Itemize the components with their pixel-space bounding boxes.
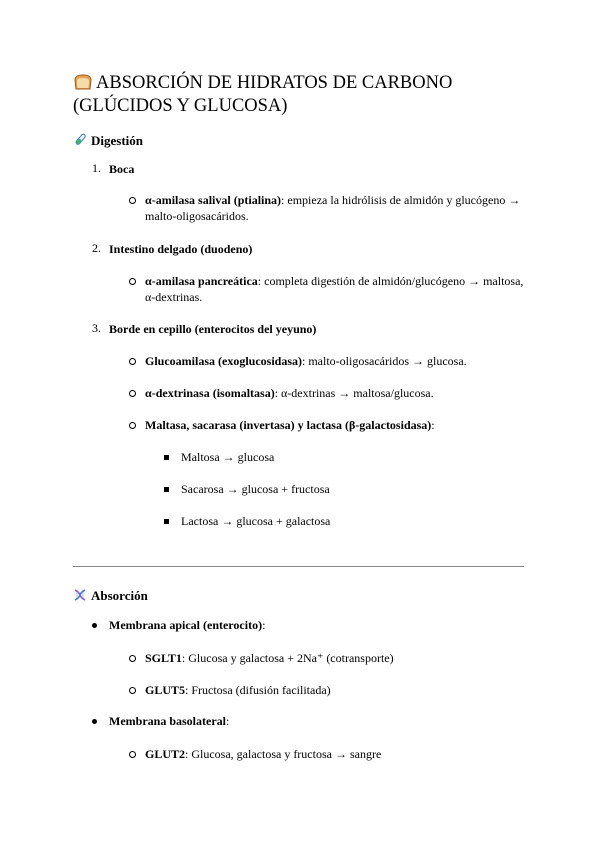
section-label-basolateral: Membrana basolateral: — [109, 714, 230, 728]
circle-bullet — [129, 278, 136, 285]
bread-icon — [73, 73, 93, 91]
digestion-heading — [73, 133, 143, 149]
list-item: α-amilasa salival (ptialina): empieza la hidrólisis de almidón y glucógeno → — [145, 193, 521, 207]
disc-bullet — [92, 623, 97, 628]
step-label-borde: Borde en cepillo (enterocitos del yeyuno) — [109, 322, 317, 336]
list-item: α-dextrinasa (isomaltasa): α-dextrinas → maltosa/glucosa. — [145, 386, 434, 400]
square-bullet — [164, 487, 169, 492]
dna-icon — [73, 588, 87, 602]
circle-bullet — [129, 390, 136, 397]
list-item-continuation: α-dextrinas. — [145, 290, 203, 304]
step-number: 2. — [92, 241, 101, 255]
list-item-continuation: malto-oligosacáridos. — [145, 209, 249, 223]
sub-list-item: Maltosa → glucosa — [181, 450, 275, 464]
digestion-heading-text: Digestión — [91, 133, 143, 148]
absorption-heading — [73, 588, 148, 604]
circle-bullet — [129, 687, 136, 694]
circle-bullet — [129, 422, 136, 429]
circle-bullet — [129, 655, 136, 662]
absorption-heading-text: Absorción — [91, 588, 148, 603]
list-item: Glucoamilasa (exoglucosidasa): malto-oligosacáridos → glucosa. — [145, 354, 467, 368]
horizontal-divider — [73, 566, 524, 567]
circle-bullet — [129, 751, 136, 758]
circle-bullet — [129, 197, 136, 204]
list-item: SGLT1: Glucosa y galactosa + 2Na⁺ (cotransporte) — [145, 651, 394, 665]
sub-list-item: Sacarosa → glucosa + fructosa — [181, 482, 330, 496]
section-label-apical: Membrana apical (enterocito): — [109, 618, 266, 632]
step-label-intestino: Intestino delgado (duodeno) — [109, 242, 253, 256]
circle-bullet — [129, 358, 136, 365]
list-item: α-amilasa pancreática: completa digestión de almidón/glucógeno → maltosa, — [145, 274, 524, 288]
sub-list-item: Lactosa → glucosa + galactosa — [181, 514, 331, 528]
disc-bullet — [92, 719, 97, 724]
title-text: ABSORCIÓN DE HIDRATOS DE CARBONO (GLÚCIDOS Y GLUCOSA) — [73, 73, 453, 116]
list-item: GLUT5: Fructosa (difusión facilitada) — [145, 683, 331, 697]
step-number: 3. — [92, 321, 101, 335]
step-number: 1. — [92, 161, 101, 175]
square-bullet — [164, 519, 169, 524]
page-title — [73, 72, 543, 118]
list-item: GLUT2: Glucosa, galactosa y fructosa → sangre — [145, 747, 382, 761]
list-item: Maltasa, sacarasa (invertasa) y lactasa (β-galactosidasa): — [145, 418, 435, 432]
test-tube-icon — [73, 133, 87, 147]
step-label-boca: Boca — [109, 162, 135, 176]
square-bullet — [164, 455, 169, 460]
